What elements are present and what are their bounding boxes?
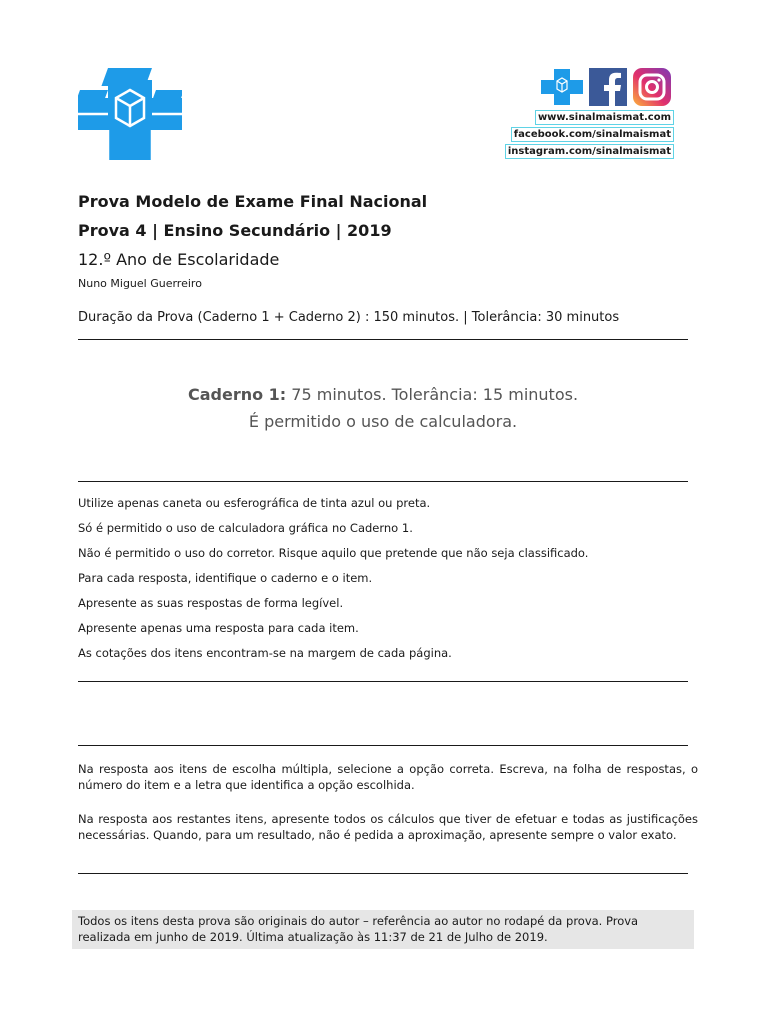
divider [78, 681, 688, 682]
divider [78, 873, 688, 874]
instagram-link[interactable]: instagram.com/sinalmaismat [505, 144, 674, 159]
social-icons [541, 68, 671, 106]
instruction-item: Utilize apenas caneta ou esferográfica de tinta azul ou preta. [78, 496, 431, 510]
exam-duration: Duração da Prova (Caderno 1 + Caderno 2) : 150 minutos. | Tolerância: 30 minutos [78, 310, 620, 325]
author-name: Nuno Miguel Guerreiro [78, 277, 202, 290]
divider [78, 481, 688, 482]
facebook-link[interactable]: facebook.com/sinalmaismat [511, 127, 674, 142]
instruction-item: Não é permitido o uso do corretor. Risque aquilo que pretende que não seja classificado. [78, 546, 589, 560]
instruction-item: Apresente apenas uma resposta para cada item. [78, 621, 359, 635]
author-note: Todos os itens desta prova são originais do autor – referência ao autor no rodapé da prova. Prova realizada em junho de 2019. Última atualização às 11:37 de 21 de Julho de 2019. [72, 910, 694, 949]
instruction-item: Para cada resposta, identifique o caderno e o item. [78, 571, 373, 585]
instruction-item: Apresente as suas respostas de forma legível. [78, 596, 344, 610]
social-links [505, 110, 674, 159]
calculator-allowed: É permitido o uso de calculadora. [248, 412, 518, 431]
instagram-icon[interactable] [633, 68, 671, 106]
sinalmaismat-small-logo-icon[interactable] [541, 69, 583, 105]
divider [78, 745, 688, 746]
school-year: 12.º Ano de Escolaridade [78, 250, 280, 269]
open-answer-rule: Na resposta aos restantes itens, apresente todos os cálculos que tiver de efetuar e todas as justificações necessárias. Quando, para um resultado, não é pedida a aproximação, apresente sempre o valor exato. [78, 812, 698, 842]
caderno-time: 75 minutos. Tolerância: 15 minutos. [291, 385, 579, 404]
sinalmaismat-logo-icon [78, 68, 182, 160]
instruction-item: Só é permitido o uso de calculadora gráfica no Caderno 1. [78, 521, 413, 535]
website-link[interactable]: www.sinalmaismat.com [535, 110, 674, 125]
exam-subtitle: Prova 4 | Ensino Secundário | 2019 [78, 221, 392, 240]
multiple-choice-rule: Na resposta aos itens de escolha múltipla, selecione a opção correta. Escreva, na folha de respostas, o número do item e a letra que identifica a opção escolhida. [78, 762, 698, 792]
caderno-info [78, 385, 688, 404]
instruction-item: As cotações dos itens encontram-se na margem de cada página. [78, 646, 452, 660]
divider [78, 339, 688, 340]
facebook-icon[interactable] [589, 68, 627, 106]
exam-title: Prova Modelo de Exame Final Nacional [78, 192, 428, 211]
caderno-label: Caderno 1: [187, 385, 287, 404]
instructions-list [78, 496, 688, 671]
